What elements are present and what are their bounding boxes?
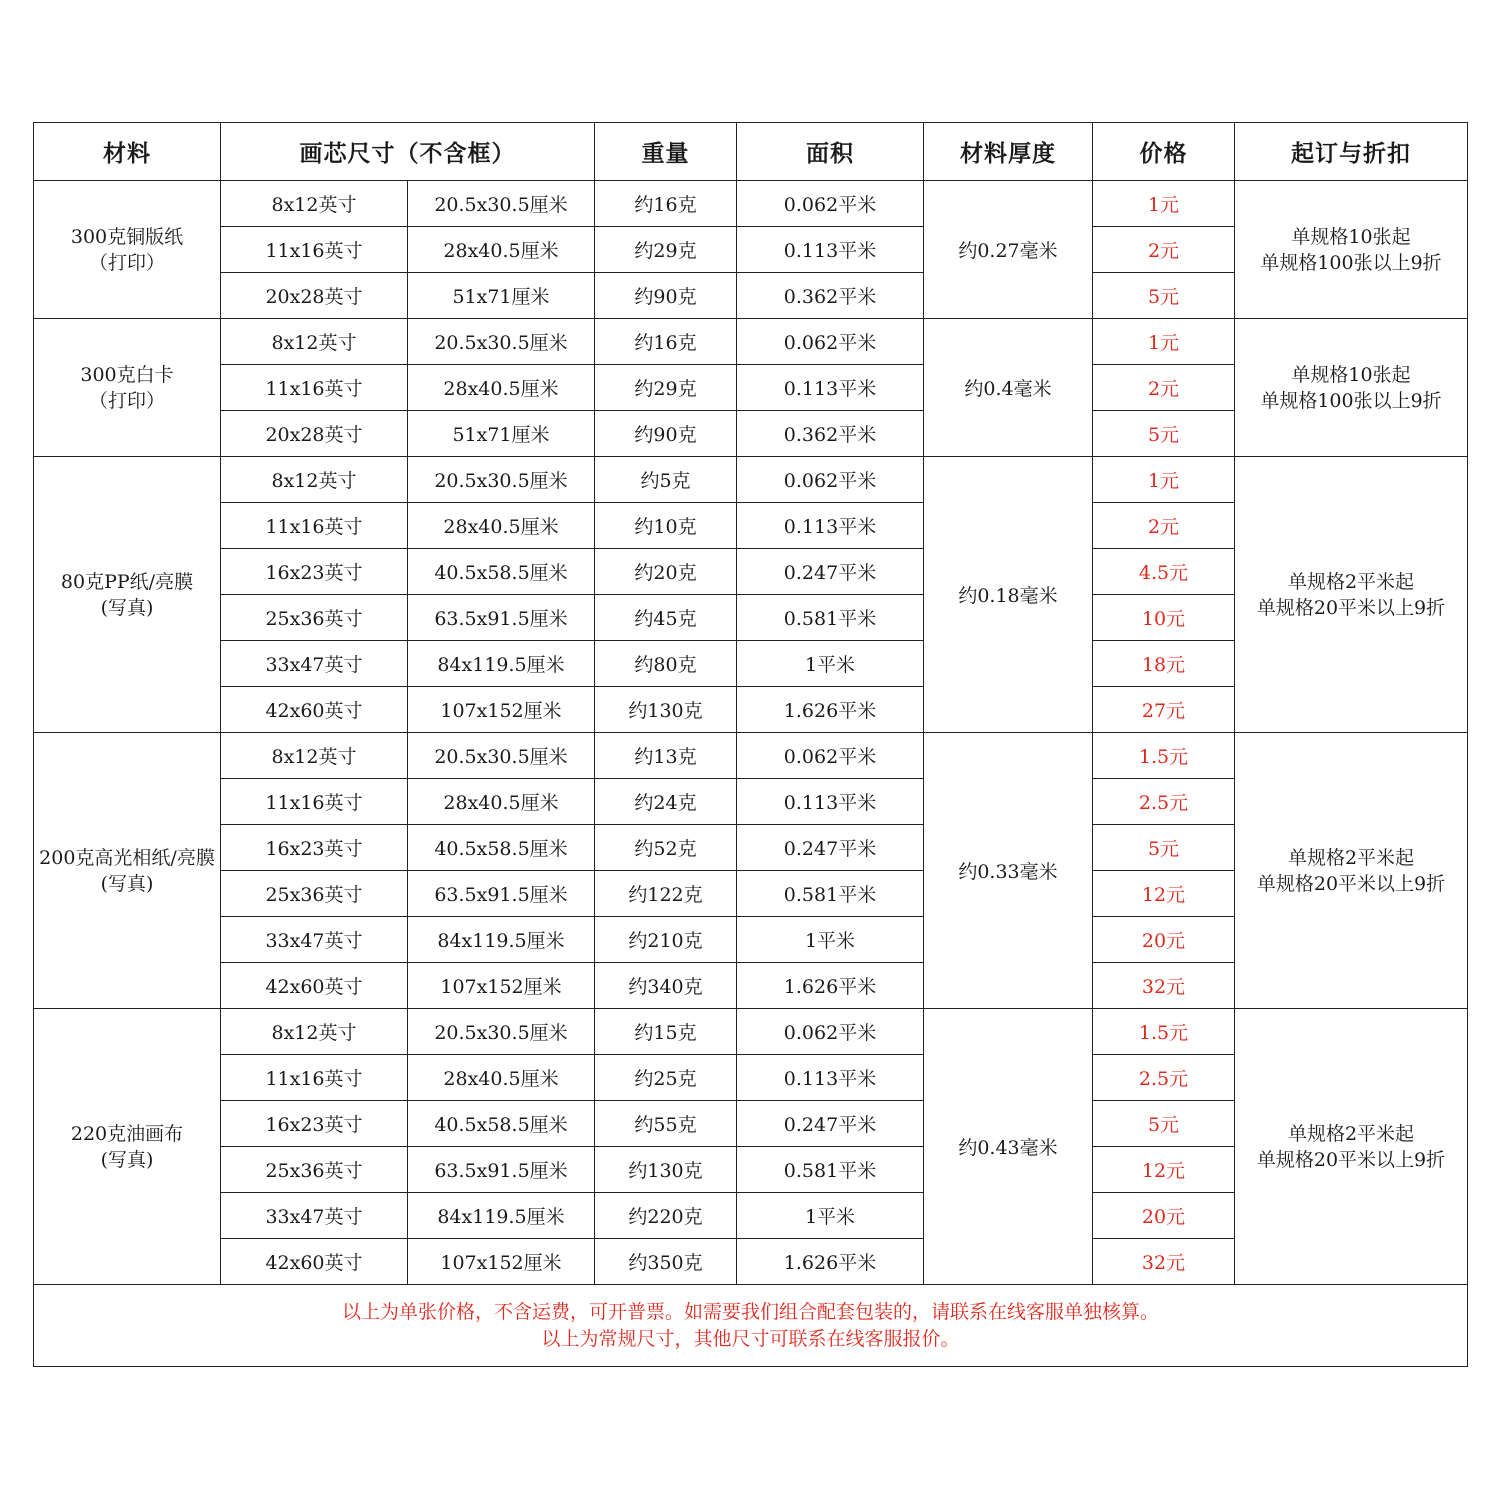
weight-cell: 约29克 bbox=[595, 227, 737, 273]
material-cell bbox=[34, 457, 221, 733]
weight-cell: 约5克 bbox=[595, 457, 737, 503]
weight-cell: 约130克 bbox=[595, 687, 737, 733]
area-cell: 0.247平米 bbox=[737, 825, 924, 871]
weight-cell: 约220克 bbox=[595, 1193, 737, 1239]
material-cell bbox=[34, 181, 221, 319]
table-row bbox=[34, 457, 1468, 503]
terms-cell bbox=[1235, 457, 1468, 733]
weight-cell: 约15克 bbox=[595, 1009, 737, 1055]
footer-line-2: 以上为常规尺寸，其他尺寸可联系在线客服报价。 bbox=[541, 1327, 960, 1350]
price-cell: 20元 bbox=[1093, 1193, 1235, 1239]
thickness-cell: 约0.4毫米 bbox=[924, 319, 1093, 457]
size-cm-cell: 20.5x30.5厘米 bbox=[408, 733, 595, 779]
price-cell: 1.5元 bbox=[1093, 733, 1235, 779]
size-inch-cell: 16x23英寸 bbox=[221, 825, 408, 871]
price-cell: 2元 bbox=[1093, 365, 1235, 411]
material-name: 200克高光相纸/亮膜 bbox=[39, 846, 215, 869]
area-cell: 0.581平米 bbox=[737, 1147, 924, 1193]
price-cell: 5元 bbox=[1093, 1101, 1235, 1147]
weight-cell: 约350克 bbox=[595, 1239, 737, 1285]
area-cell: 0.062平米 bbox=[737, 733, 924, 779]
weight-cell: 约20克 bbox=[595, 549, 737, 595]
weight-cell: 约90克 bbox=[595, 273, 737, 319]
weight-cell: 约55克 bbox=[595, 1101, 737, 1147]
area-cell: 1.626平米 bbox=[737, 687, 924, 733]
price-cell: 5元 bbox=[1093, 825, 1235, 871]
area-cell: 0.062平米 bbox=[737, 457, 924, 503]
table-body bbox=[34, 181, 1468, 1285]
area-cell: 0.113平米 bbox=[737, 227, 924, 273]
price-cell: 32元 bbox=[1093, 1239, 1235, 1285]
size-inch-cell: 8x12英寸 bbox=[221, 181, 408, 227]
price-cell: 12元 bbox=[1093, 871, 1235, 917]
area-cell: 0.581平米 bbox=[737, 871, 924, 917]
terms-cell bbox=[1235, 319, 1468, 457]
weight-cell: 约122克 bbox=[595, 871, 737, 917]
header-area: 面积 bbox=[737, 123, 924, 181]
price-cell: 2.5元 bbox=[1093, 1055, 1235, 1101]
header-terms: 起订与折扣 bbox=[1235, 123, 1468, 181]
terms-line: 单规格10张起 bbox=[1291, 363, 1411, 386]
table-row bbox=[34, 1009, 1468, 1055]
area-cell: 0.062平米 bbox=[737, 319, 924, 365]
size-inch-cell: 33x47英寸 bbox=[221, 917, 408, 963]
price-cell: 2元 bbox=[1093, 503, 1235, 549]
size-cm-cell: 20.5x30.5厘米 bbox=[408, 457, 595, 503]
price-cell: 1元 bbox=[1093, 457, 1235, 503]
terms-line: 单规格100张以上9折 bbox=[1260, 251, 1442, 274]
weight-cell: 约16克 bbox=[595, 319, 737, 365]
thickness-cell: 约0.27毫米 bbox=[924, 181, 1093, 319]
area-cell: 0.113平米 bbox=[737, 779, 924, 825]
price-cell: 1.5元 bbox=[1093, 1009, 1235, 1055]
size-inch-cell: 11x16英寸 bbox=[221, 779, 408, 825]
area-cell: 1.626平米 bbox=[737, 1239, 924, 1285]
terms-line: 单规格2平米起 bbox=[1287, 1122, 1415, 1145]
material-note: (写真) bbox=[100, 872, 154, 895]
size-cm-cell: 20.5x30.5厘米 bbox=[408, 1009, 595, 1055]
size-inch-cell: 11x16英寸 bbox=[221, 1055, 408, 1101]
price-cell: 5元 bbox=[1093, 273, 1235, 319]
price-cell: 10元 bbox=[1093, 595, 1235, 641]
price-cell: 20元 bbox=[1093, 917, 1235, 963]
size-inch-cell: 11x16英寸 bbox=[221, 227, 408, 273]
size-inch-cell: 42x60英寸 bbox=[221, 1239, 408, 1285]
area-cell: 0.362平米 bbox=[737, 411, 924, 457]
material-cell bbox=[34, 319, 221, 457]
area-cell: 1.626平米 bbox=[737, 963, 924, 1009]
size-inch-cell: 16x23英寸 bbox=[221, 549, 408, 595]
area-cell: 1平米 bbox=[737, 917, 924, 963]
area-cell: 0.113平米 bbox=[737, 365, 924, 411]
weight-cell: 约24克 bbox=[595, 779, 737, 825]
size-inch-cell: 33x47英寸 bbox=[221, 641, 408, 687]
price-cell: 18元 bbox=[1093, 641, 1235, 687]
size-inch-cell: 25x36英寸 bbox=[221, 595, 408, 641]
terms-line: 单规格100张以上9折 bbox=[1260, 389, 1442, 412]
header-row bbox=[34, 123, 1468, 181]
terms-line: 单规格20平米以上9折 bbox=[1256, 872, 1446, 895]
material-note: (写真) bbox=[100, 596, 154, 619]
price-table bbox=[33, 122, 1468, 1367]
material-name: 300克白卡 bbox=[80, 363, 174, 386]
size-cm-cell: 107x152厘米 bbox=[408, 1239, 595, 1285]
thickness-cell: 约0.43毫米 bbox=[924, 1009, 1093, 1285]
size-inch-cell: 11x16英寸 bbox=[221, 365, 408, 411]
thickness-cell: 约0.18毫米 bbox=[924, 457, 1093, 733]
terms-line: 单规格20平米以上9折 bbox=[1256, 1148, 1446, 1171]
header-price: 价格 bbox=[1093, 123, 1235, 181]
header-material: 材料 bbox=[34, 123, 221, 181]
size-cm-cell: 28x40.5厘米 bbox=[408, 1055, 595, 1101]
weight-cell: 约10克 bbox=[595, 503, 737, 549]
area-cell: 0.113平米 bbox=[737, 1055, 924, 1101]
size-inch-cell: 8x12英寸 bbox=[221, 457, 408, 503]
material-cell bbox=[34, 1009, 221, 1285]
area-cell: 0.113平米 bbox=[737, 503, 924, 549]
weight-cell: 约16克 bbox=[595, 181, 737, 227]
size-cm-cell: 20.5x30.5厘米 bbox=[408, 181, 595, 227]
size-cm-cell: 63.5x91.5厘米 bbox=[408, 595, 595, 641]
terms-line: 单规格2平米起 bbox=[1287, 570, 1415, 593]
price-cell: 1元 bbox=[1093, 181, 1235, 227]
size-cm-cell: 40.5x58.5厘米 bbox=[408, 549, 595, 595]
size-cm-cell: 28x40.5厘米 bbox=[408, 365, 595, 411]
size-inch-cell: 20x28英寸 bbox=[221, 411, 408, 457]
area-cell: 0.247平米 bbox=[737, 1101, 924, 1147]
price-cell: 2元 bbox=[1093, 227, 1235, 273]
material-name: 220克油画布 bbox=[70, 1122, 184, 1145]
price-cell: 12元 bbox=[1093, 1147, 1235, 1193]
size-cm-cell: 40.5x58.5厘米 bbox=[408, 1101, 595, 1147]
table-row bbox=[34, 181, 1468, 227]
area-cell: 0.062平米 bbox=[737, 1009, 924, 1055]
price-cell: 1元 bbox=[1093, 319, 1235, 365]
size-inch-cell: 8x12英寸 bbox=[221, 319, 408, 365]
footer-row bbox=[34, 1285, 1468, 1367]
price-cell: 4.5元 bbox=[1093, 549, 1235, 595]
size-cm-cell: 107x152厘米 bbox=[408, 687, 595, 733]
material-cell bbox=[34, 733, 221, 1009]
area-cell: 0.362平米 bbox=[737, 273, 924, 319]
size-cm-cell: 51x71厘米 bbox=[408, 273, 595, 319]
area-cell: 1平米 bbox=[737, 1193, 924, 1239]
table-row bbox=[34, 733, 1468, 779]
size-inch-cell: 11x16英寸 bbox=[221, 503, 408, 549]
size-inch-cell: 42x60英寸 bbox=[221, 687, 408, 733]
size-cm-cell: 28x40.5厘米 bbox=[408, 503, 595, 549]
weight-cell: 约340克 bbox=[595, 963, 737, 1009]
size-inch-cell: 25x36英寸 bbox=[221, 871, 408, 917]
size-cm-cell: 28x40.5厘米 bbox=[408, 779, 595, 825]
size-cm-cell: 84x119.5厘米 bbox=[408, 1193, 595, 1239]
material-note: （打印） bbox=[88, 389, 165, 412]
size-inch-cell: 8x12英寸 bbox=[221, 733, 408, 779]
weight-cell: 约210克 bbox=[595, 917, 737, 963]
size-inch-cell: 25x36英寸 bbox=[221, 1147, 408, 1193]
terms-cell bbox=[1235, 181, 1468, 319]
footer-note bbox=[34, 1285, 1468, 1367]
weight-cell: 约52克 bbox=[595, 825, 737, 871]
thickness-cell: 约0.33毫米 bbox=[924, 733, 1093, 1009]
size-cm-cell: 51x71厘米 bbox=[408, 411, 595, 457]
size-cm-cell: 107x152厘米 bbox=[408, 963, 595, 1009]
terms-line: 单规格20平米以上9折 bbox=[1256, 596, 1446, 619]
size-cm-cell: 28x40.5厘米 bbox=[408, 227, 595, 273]
terms-line: 单规格2平米起 bbox=[1287, 846, 1415, 869]
price-cell: 27元 bbox=[1093, 687, 1235, 733]
terms-cell bbox=[1235, 1009, 1468, 1285]
size-cm-cell: 20.5x30.5厘米 bbox=[408, 319, 595, 365]
size-cm-cell: 63.5x91.5厘米 bbox=[408, 1147, 595, 1193]
weight-cell: 约130克 bbox=[595, 1147, 737, 1193]
size-cm-cell: 84x119.5厘米 bbox=[408, 917, 595, 963]
size-cm-cell: 84x119.5厘米 bbox=[408, 641, 595, 687]
header-weight: 重量 bbox=[595, 123, 737, 181]
weight-cell: 约90克 bbox=[595, 411, 737, 457]
size-inch-cell: 16x23英寸 bbox=[221, 1101, 408, 1147]
size-inch-cell: 33x47英寸 bbox=[221, 1193, 408, 1239]
price-cell: 2.5元 bbox=[1093, 779, 1235, 825]
size-cm-cell: 63.5x91.5厘米 bbox=[408, 871, 595, 917]
size-inch-cell: 20x28英寸 bbox=[221, 273, 408, 319]
terms-cell bbox=[1235, 733, 1468, 1009]
material-note: （打印） bbox=[88, 251, 165, 274]
area-cell: 1平米 bbox=[737, 641, 924, 687]
footer-line-1: 以上为单张价格，不含运费，可开普票。如需要我们组合配套包装的，请联系在线客服单独核算。 bbox=[341, 1300, 1159, 1323]
header-size: 画芯尺寸（不含框） bbox=[221, 123, 595, 181]
price-cell: 32元 bbox=[1093, 963, 1235, 1009]
material-name: 300克铜版纸 bbox=[70, 225, 184, 248]
weight-cell: 约25克 bbox=[595, 1055, 737, 1101]
area-cell: 0.062平米 bbox=[737, 181, 924, 227]
size-inch-cell: 42x60英寸 bbox=[221, 963, 408, 1009]
size-cm-cell: 40.5x58.5厘米 bbox=[408, 825, 595, 871]
area-cell: 0.247平米 bbox=[737, 549, 924, 595]
terms-line: 单规格10张起 bbox=[1291, 225, 1411, 248]
material-note: (写真) bbox=[100, 1148, 154, 1171]
weight-cell: 约13克 bbox=[595, 733, 737, 779]
weight-cell: 约80克 bbox=[595, 641, 737, 687]
area-cell: 0.581平米 bbox=[737, 595, 924, 641]
price-cell: 5元 bbox=[1093, 411, 1235, 457]
material-name: 80克PP纸/亮膜 bbox=[60, 570, 194, 593]
table-row bbox=[34, 319, 1468, 365]
header-thickness: 材料厚度 bbox=[924, 123, 1093, 181]
size-inch-cell: 8x12英寸 bbox=[221, 1009, 408, 1055]
weight-cell: 约29克 bbox=[595, 365, 737, 411]
weight-cell: 约45克 bbox=[595, 595, 737, 641]
